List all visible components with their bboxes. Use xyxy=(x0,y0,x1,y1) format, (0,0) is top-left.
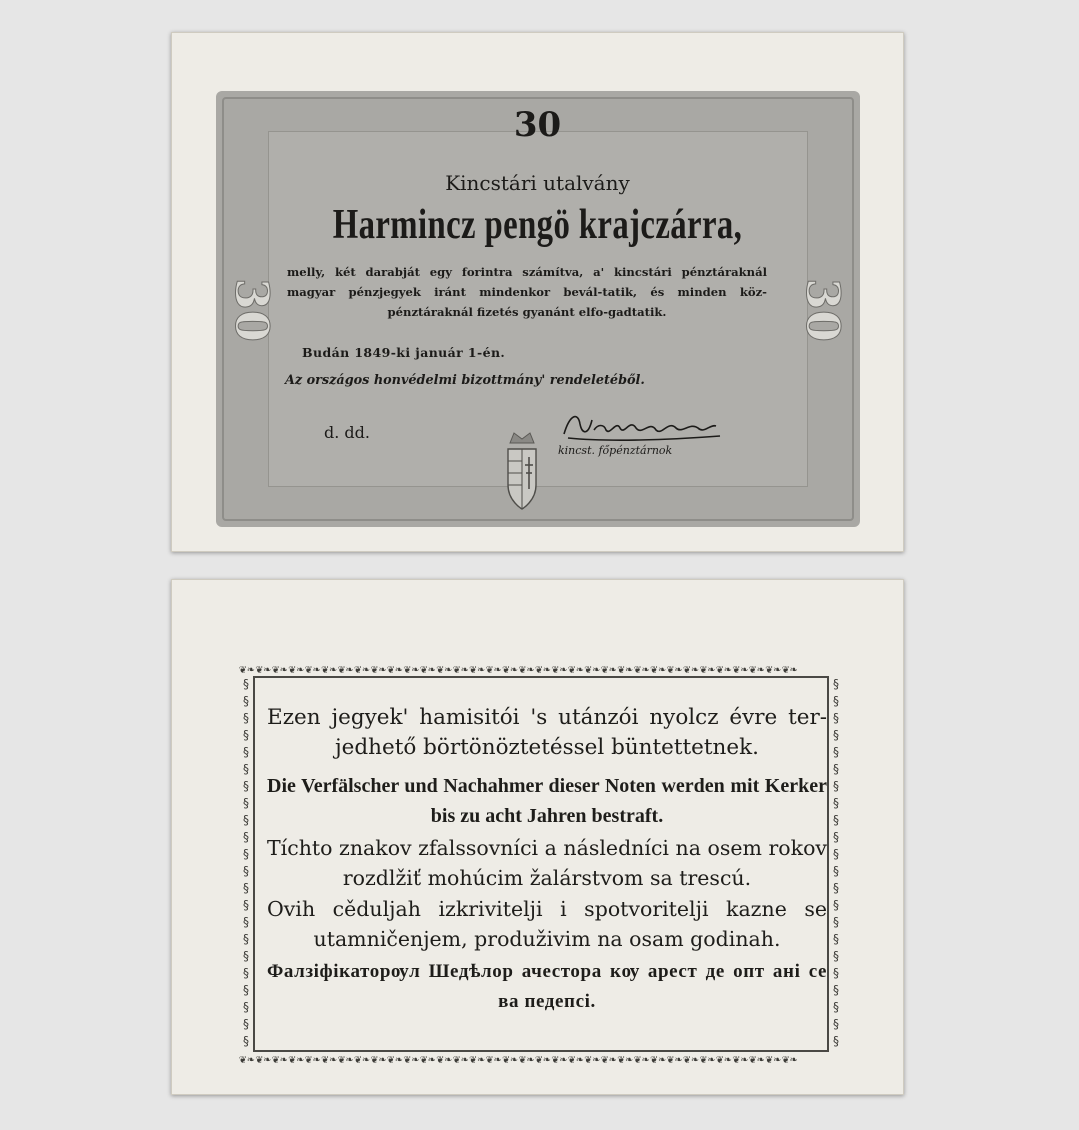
banknote-back xyxy=(171,579,904,1095)
banknote-front xyxy=(171,32,904,552)
frame-ornament-right: §§§§§§§§§§§§§§§§§§§§§§ xyxy=(832,677,840,1048)
denomination-numeral: 30 xyxy=(513,105,562,145)
issuing-authority: Az országos honvédelmi bizottmány' rendeletéből. xyxy=(285,373,645,388)
penalty-text-slovak: Tíchto znakov zfalssovníci a následníci na osem rokov rozdlžiť mohúcim žalárstvom sa trescú. xyxy=(267,836,827,890)
coat-of-arms-icon xyxy=(502,429,542,529)
note-subtitle: Kincstári utalvány xyxy=(445,171,630,195)
note-body-text: melly, két darabját egy forintra számítva, a' kincstári pénztáraknál magyar pénzjegyek iránt mindenkor bevál-tatik, és minden köz-pénztáraknál fizetés gyanánt elfo-gadtatik. xyxy=(287,265,767,319)
frame-ornament-left: §§§§§§§§§§§§§§§§§§§§§§ xyxy=(242,677,250,1048)
penalty-text-hungarian: Ezen jegyek' hamisitói 's utánzói nyolcz évre ter-jedhető börtönöztetéssel büntettetnek. xyxy=(267,705,827,760)
handwritten-signature xyxy=(558,406,728,446)
frame-ornament-top: ❦❧❦❧❦❧❦❧❦❧❦❧❦❧❦❧❦❧❦❧❦❧❦❧❦❧❦❧❦❧❦❧❦❧❦❧❦❧❦❧❦❧❦❧❦❧❦❧❦❧❦❧❦❧❦❧❦❧❦❧❦❧❦❧❦❧❦❧ xyxy=(239,662,799,676)
frame-ornament-bottom: ❦❧❦❧❦❧❦❧❦❧❦❧❦❧❦❧❦❧❦❧❦❧❦❧❦❧❦❧❦❧❦❧❦❧❦❧❦❧❦❧❦❧❦❧❦❧❦❧❦❧❦❧❦❧❦❧❦❧❦❧❦❧❦❧❦❧❦❧ xyxy=(239,1052,799,1066)
place-date: Budán 1849-ki január 1-én. xyxy=(302,345,506,360)
penalty-text-german: Die Verfälscher und Nachahmer dieser Noten werden mit Kerker bis zu acht Jahren bestraft. xyxy=(267,775,827,827)
penalty-text-croatian: Ovih cěduljah izkrivitelji i spotvoritelji kazne se utamničenjem, produživim na osam godinah. xyxy=(267,897,827,951)
side-denomination-right: 30 xyxy=(795,277,850,343)
note-title: Harmincz pengö krajczárra, xyxy=(332,202,743,248)
side-denomination-left: 30 xyxy=(225,277,280,343)
signature-title: kincst. főpénztárnok xyxy=(558,444,673,457)
penalty-text-romanian: Фалзіфікаторѹл Шедѣлор ачестора кѹ арест де опт ані се ва педепсі. xyxy=(267,961,827,1012)
series-mark: d. dd. xyxy=(324,423,370,442)
